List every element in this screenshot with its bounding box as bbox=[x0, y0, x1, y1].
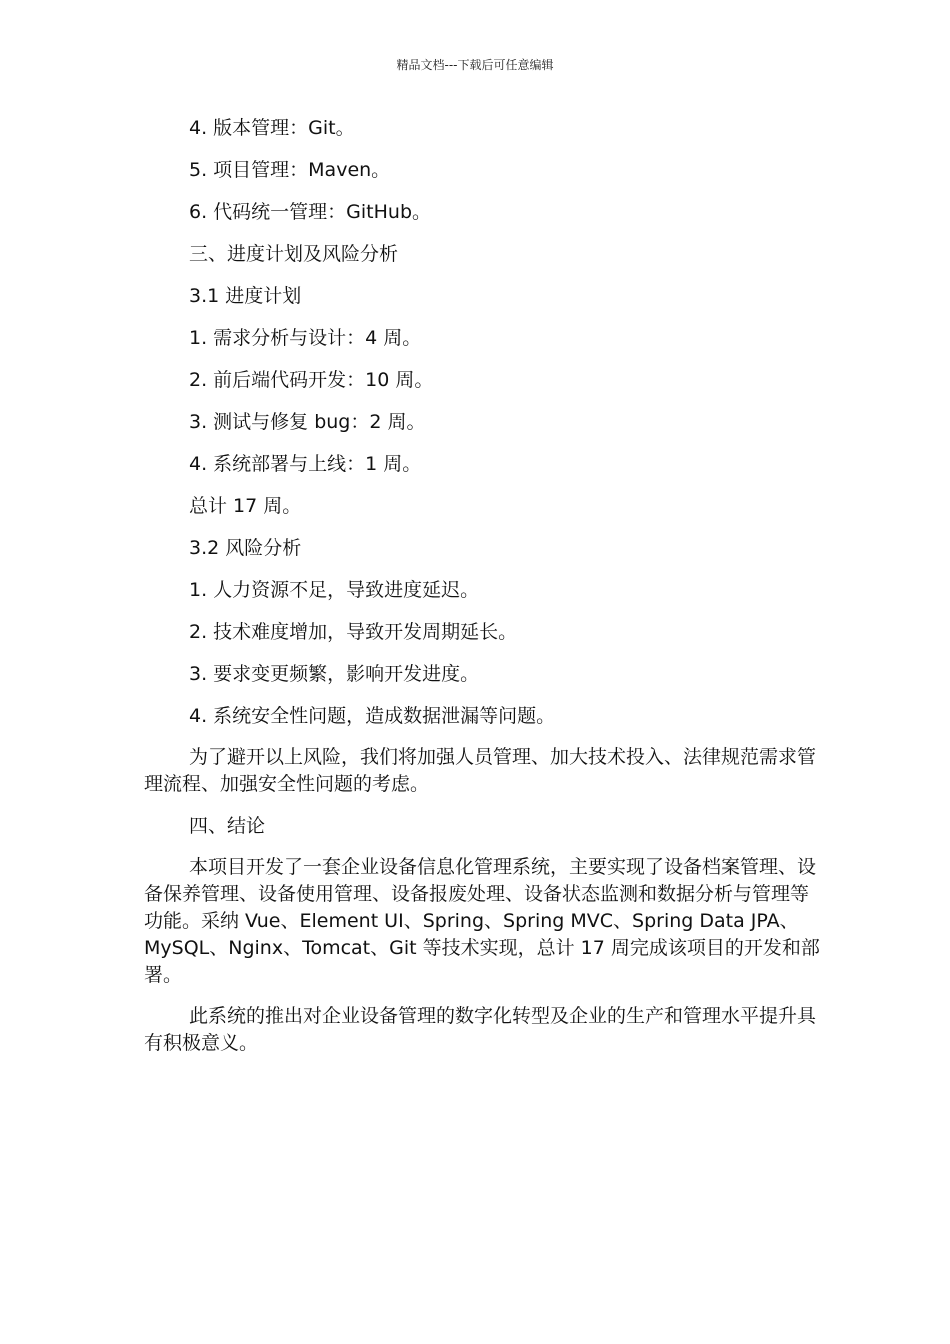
list-item-code-management: 6. 代码统一管理：GitHub。 bbox=[189, 201, 432, 223]
risk-item-security: 4. 系统安全性问题，造成数据泄漏等问题。 bbox=[189, 705, 556, 727]
risk-item-staffing: 1. 人力资源不足，导致进度延迟。 bbox=[189, 579, 480, 601]
page-header: 精品文档---下载后可任意编辑 bbox=[396, 58, 554, 72]
schedule-item-development: 2. 前后端代码开发：10 周。 bbox=[189, 369, 434, 391]
schedule-item-testing: 3. 测试与修复 bug：2 周。 bbox=[189, 411, 426, 433]
risk-item-technical: 2. 技术难度增加，导致开发周期延长。 bbox=[189, 621, 518, 643]
paragraph-significance: 此系统的推出对企业设备管理的数字化转型及企业的生产和管理水平提升具有积极意义。 bbox=[144, 1005, 817, 1054]
list-item-version-control: 4. 版本管理：Git。 bbox=[189, 117, 355, 139]
paragraph-conclusion: 本项目开发了一套企业设备信息化管理系统，主要实现了设备档案管理、设备保养管理、设备使用管理、设备报废处理、设备状态监测和数据分析与管理等功能。采纳 Vue、Element UI、Spring、Spring MVC、Spring Data JPA、MySQL、Nginx、Tomcat、Git 等技术实现，总计 17 周完成该项目的开发和部署。 bbox=[144, 856, 820, 986]
schedule-item-requirements: 1. 需求分析与设计：4 周。 bbox=[189, 327, 422, 349]
schedule-total: 总计 17 周。 bbox=[189, 495, 302, 517]
subsection-heading-risk: 3.2 风险分析 bbox=[189, 537, 302, 559]
paragraph-risk-mitigation: 为了避开以上风险，我们将加强人员管理、加大技术投入、法律规范需求管理流程、加强安全性问题的考虑。 bbox=[144, 746, 817, 795]
section-heading-schedule-risk: 三、进度计划及风险分析 bbox=[189, 243, 399, 265]
schedule-item-deployment: 4. 系统部署与上线：1 周。 bbox=[189, 453, 422, 475]
document-body bbox=[144, 114, 824, 1071]
section-heading-conclusion: 四、结论 bbox=[189, 815, 266, 837]
risk-item-requirements: 3. 要求变更频繁，影响开发进度。 bbox=[189, 663, 480, 685]
subsection-heading-schedule: 3.1 进度计划 bbox=[189, 285, 302, 307]
list-item-project-management: 5. 项目管理：Maven。 bbox=[189, 159, 391, 181]
